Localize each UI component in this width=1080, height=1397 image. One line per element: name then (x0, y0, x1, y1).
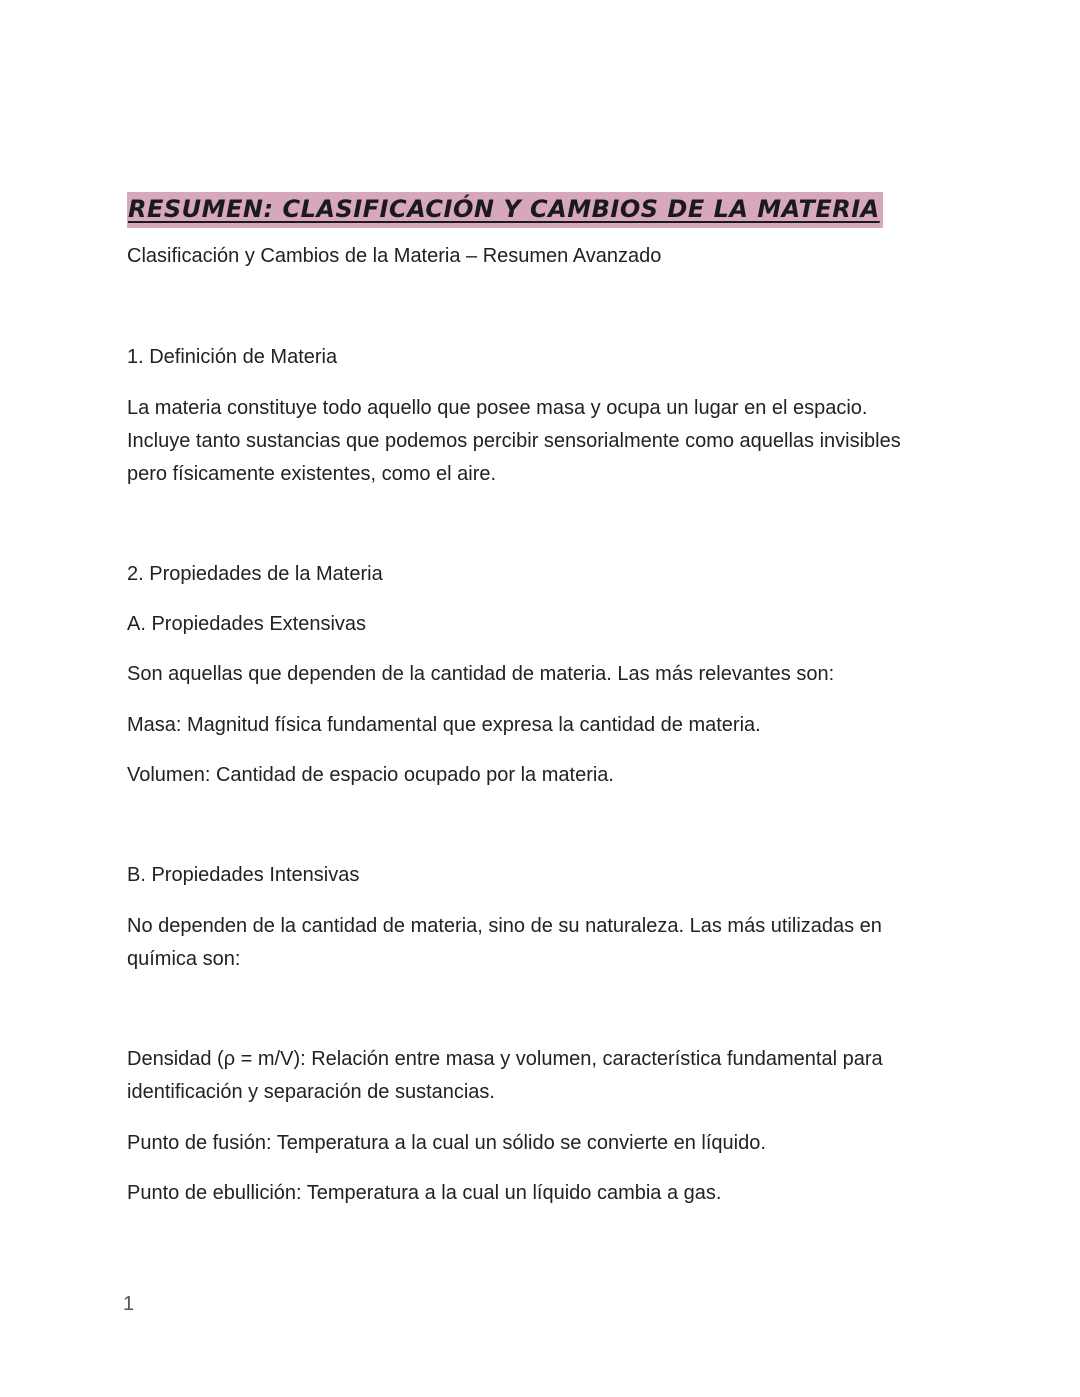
page-number: 1 (123, 1293, 135, 1315)
item-masa: Masa: Magnitud física fundamental que expresa la cantidad de materia. (127, 714, 761, 736)
paragraph-line: química son: (127, 948, 241, 970)
section-2-heading: 2. Propiedades de la Materia (127, 563, 383, 585)
item-punto-ebullicion: Punto de ebullición: Temperatura a la cual un líquido cambia a gas. (127, 1182, 722, 1204)
item-punto-fusion: Punto de fusión: Temperatura a la cual un sólido se convierte en líquido. (127, 1132, 766, 1154)
subsection-a-heading: A. Propiedades Extensivas (127, 613, 367, 635)
paragraph-line: No dependen de la cantidad de materia, sino de su naturaleza. Las más utilizadas en (127, 915, 882, 937)
paragraph-line: Densidad (ρ = m/V): Relación entre masa y volumen, característica fundamental para (127, 1048, 883, 1070)
document-title: RESUMEN: CLASIFICACIÓN Y CAMBIOS DE LA MATERIA (127, 192, 883, 228)
paragraph-line: Incluye tanto sustancias que podemos percibir sensorialmente como aquellas invisibles (127, 430, 901, 452)
subsection-b-heading: B. Propiedades Intensivas (127, 864, 360, 886)
paragraph-line: La materia constituye todo aquello que posee masa y ocupa un lugar en el espacio. (127, 397, 868, 419)
item-densidad (127, 1043, 967, 1109)
item-volumen: Volumen: Cantidad de espacio ocupado por la materia. (127, 764, 614, 786)
paragraph-line: identificación y separación de sustancias. (127, 1081, 495, 1103)
subsection-a-intro: Son aquellas que dependen de la cantidad de materia. Las más relevantes son: (127, 663, 835, 685)
subsection-b-intro (127, 910, 967, 976)
paragraph-line: pero físicamente existentes, como el aire. (127, 463, 497, 485)
section-1-paragraph (127, 392, 967, 491)
document-subtitle: Clasificación y Cambios de la Materia – Resumen Avanzado (127, 245, 662, 267)
section-1-heading: 1. Definición de Materia (127, 346, 338, 368)
